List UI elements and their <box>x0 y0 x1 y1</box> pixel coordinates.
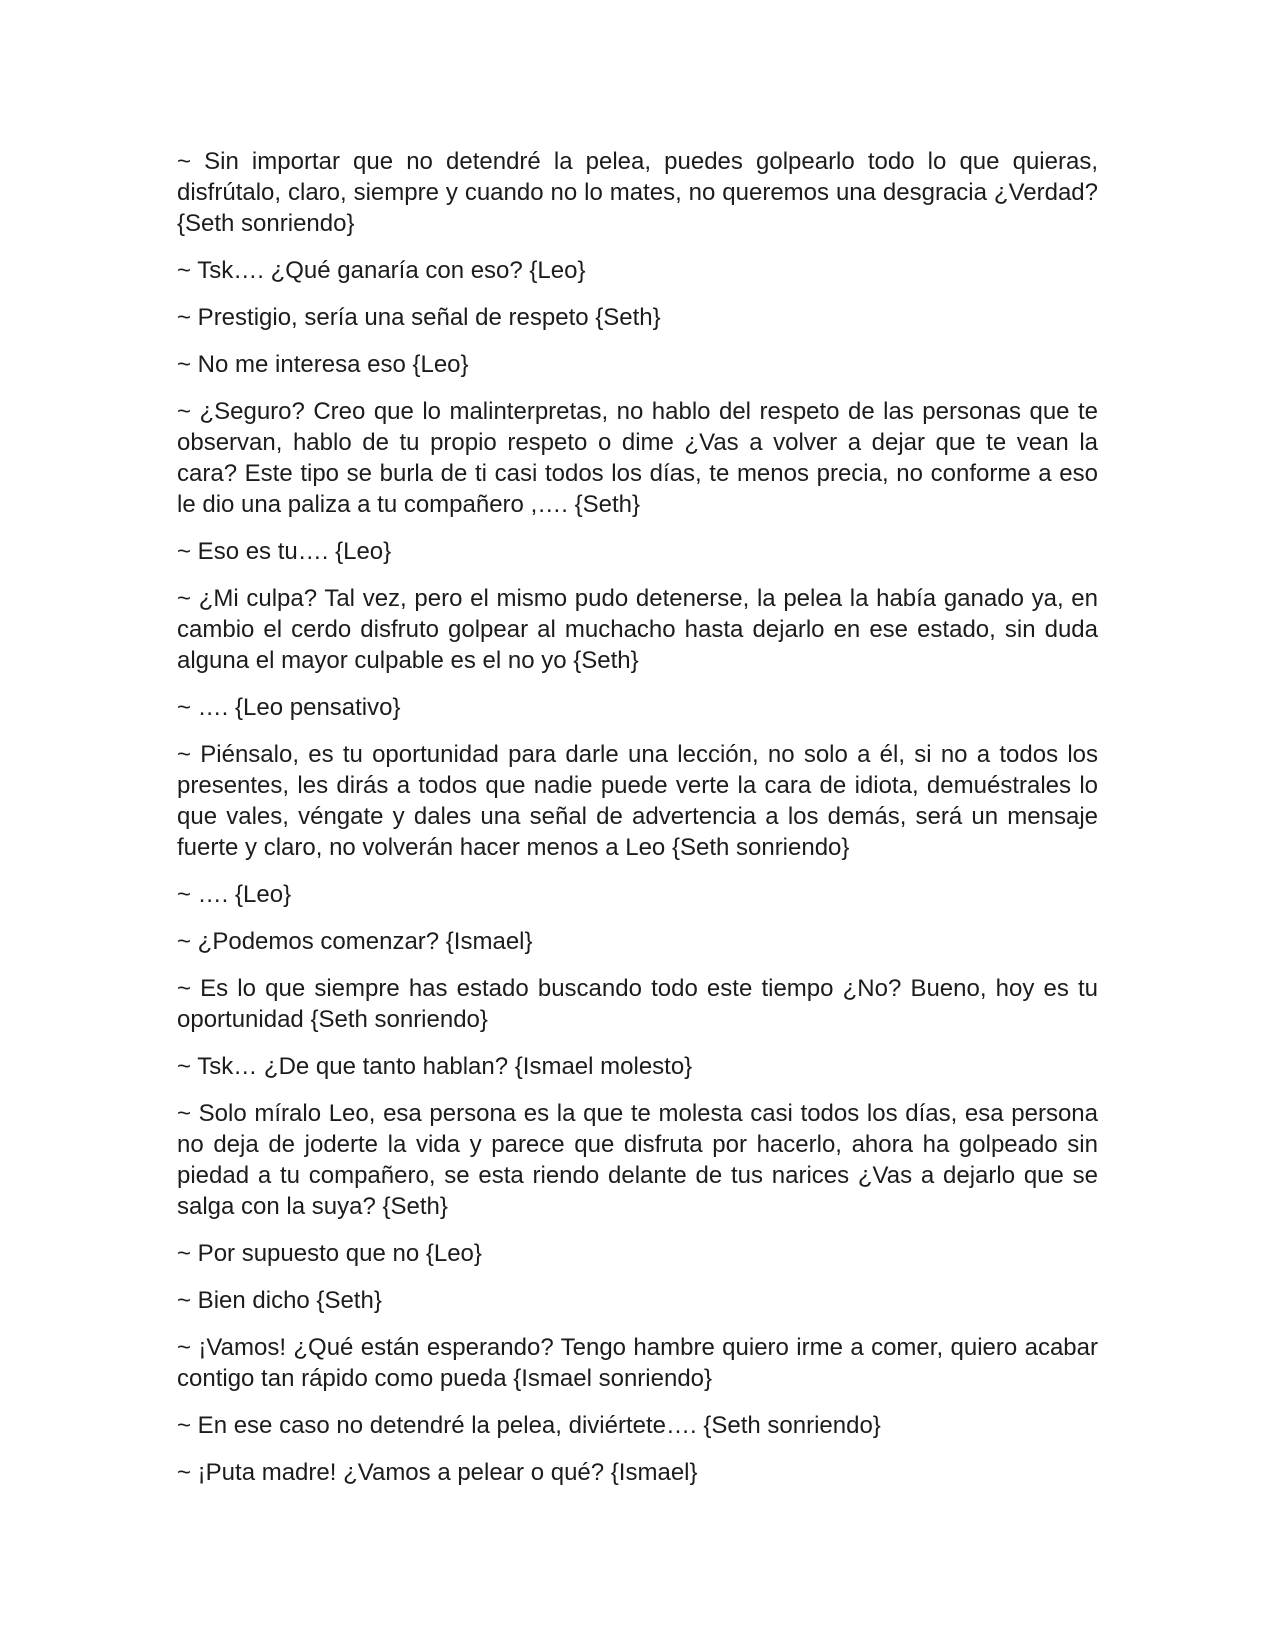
dialogue-paragraph: ~ Es lo que siempre has estado buscando todo este tiempo ¿No? Bueno, hoy es tu oportunidad {Seth sonriendo} <box>177 975 1098 1033</box>
document-body <box>177 146 1098 1504</box>
dialogue-paragraph: ~ Tsk… ¿De que tanto hablan? {Ismael molesto} <box>177 1053 693 1080</box>
dialogue-paragraph: ~ Tsk…. ¿Qué ganaría con eso? {Leo} <box>177 257 586 284</box>
dialogue-paragraph: ~ Prestigio, sería una señal de respeto {Seth} <box>177 304 661 331</box>
dialogue-paragraph: ~ Piénsalo, es tu oportunidad para darle una lección, no solo a él, si no a todos los presentes, les dirás a todos que nadie puede verte la cara de idiota, demuéstrales lo que vales, véngate y dales una señal de advertencia a los demás, será un mensaje fuerte y claro, no volverán hacer menos a Leo {Seth sonriendo} <box>177 741 1098 861</box>
dialogue-paragraph: ~ ¿Podemos comenzar? {Ismael} <box>177 928 533 955</box>
dialogue-paragraph: ~ …. {Leo pensativo} <box>177 694 401 721</box>
dialogue-paragraph: ~ Bien dicho {Seth} <box>177 1287 382 1314</box>
dialogue-paragraph: ~ ¡Vamos! ¿Qué están esperando? Tengo hambre quiero irme a comer, quiero acabar contigo tan rápido como pueda {Ismael sonriendo} <box>177 1334 1098 1392</box>
dialogue-paragraph: ~ Eso es tu…. {Leo} <box>177 538 392 565</box>
dialogue-paragraph: ~ ¡Puta madre! ¿Vamos a pelear o qué? {Ismael} <box>177 1459 698 1486</box>
dialogue-paragraph: ~ En ese caso no detendré la pelea, diviértete…. {Seth sonriendo} <box>177 1412 881 1439</box>
dialogue-paragraph: ~ …. {Leo} <box>177 881 292 908</box>
dialogue-paragraph: ~ ¿Mi culpa? Tal vez, pero el mismo pudo detenerse, la pelea la había ganado ya, en cambio el cerdo disfruto golpear al muchacho hasta dejarlo en ese estado, sin duda alguna el mayor culpable es el no yo {Seth} <box>177 585 1098 674</box>
dialogue-paragraph: ~ Sin importar que no detendré la pelea, puedes golpearlo todo lo que quieras, disfrútalo, claro, siempre y cuando no lo mates, no queremos una desgracia ¿Verdad? {Seth sonriendo} <box>177 148 1098 237</box>
dialogue-paragraph: ~ Solo míralo Leo, esa persona es la que te molesta casi todos los días, esa persona no deja de joderte la vida y parece que disfruta por hacerlo, ahora ha golpeado sin piedad a tu compañero, se esta riendo delante de tus narices ¿Vas a dejarlo que se salga con la suya? {Seth} <box>177 1100 1098 1220</box>
dialogue-paragraph: ~ ¿Seguro? Creo que lo malinterpretas, no hablo del respeto de las personas que te observan, hablo de tu propio respeto o dime ¿Vas a volver a dejar que te vean la cara? Este tipo se burla de ti casi todos los días, te menos precia, no conforme a eso le dio una paliza a tu compañero ,…. {Seth} <box>177 398 1098 518</box>
dialogue-paragraph: ~ No me interesa eso {Leo} <box>177 351 469 378</box>
dialogue-paragraph: ~ Por supuesto que no {Leo} <box>177 1240 482 1267</box>
